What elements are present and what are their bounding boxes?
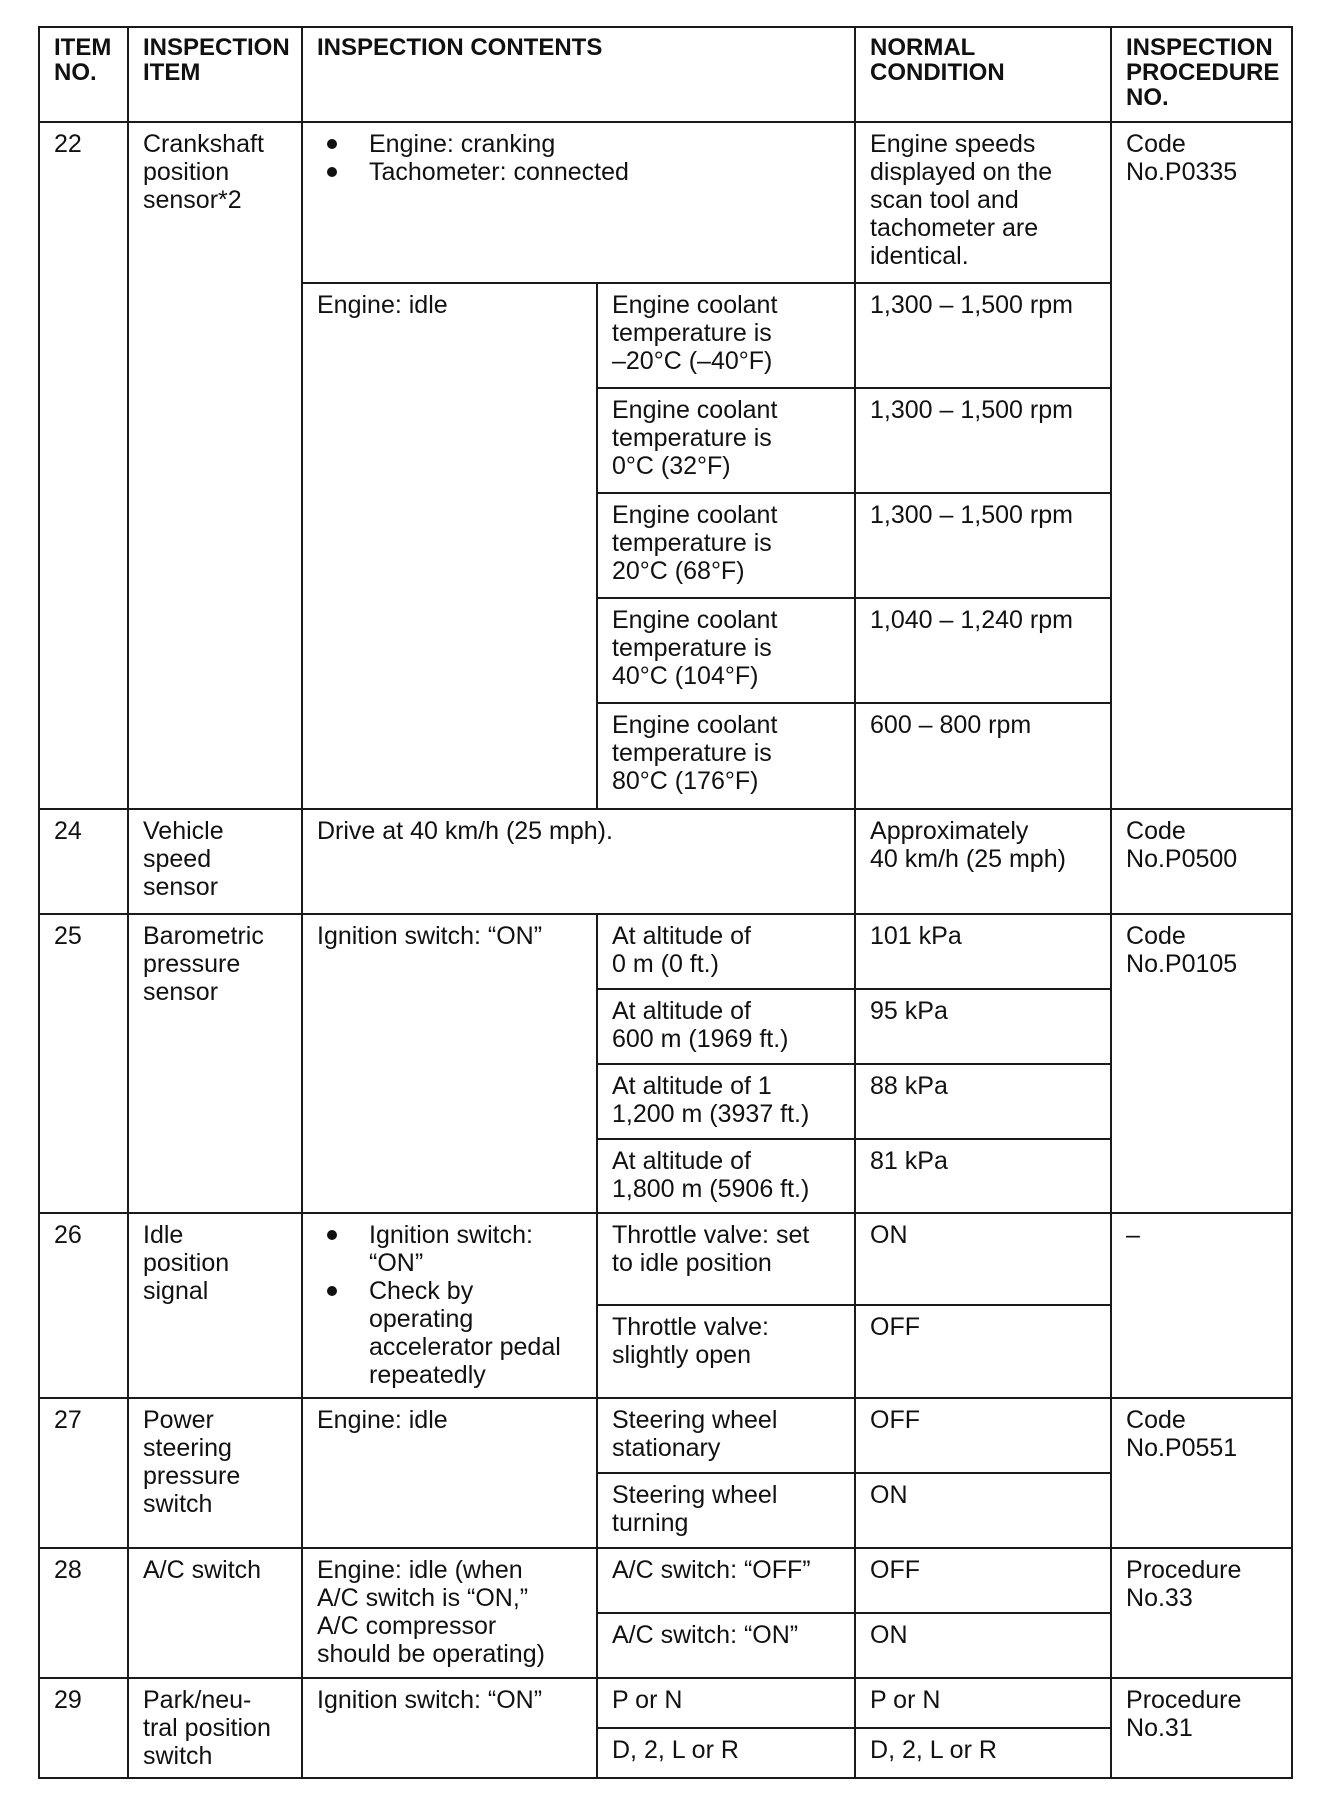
sub-condition-cell: A/C switch: “ON”: [597, 1613, 855, 1678]
inspection-table: [38, 26, 1293, 1779]
sub-condition-cell: Engine coolant temperature is 80°C (176°F): [597, 703, 855, 809]
inspection-contents-cell: Drive at 40 km/h (25 mph).: [302, 809, 855, 914]
procedure-cell: –: [1111, 1213, 1292, 1398]
item-no-cell: 28: [39, 1548, 128, 1678]
sub-condition-cell: At altitude of 1,800 m (5906 ft.): [597, 1139, 855, 1213]
inspection-item-cell: Power steering pressure switch: [128, 1398, 302, 1548]
normal-condition-cell: 95 kPa: [855, 989, 1111, 1064]
sub-condition-cell: Engine coolant temperature is 40°C (104°F): [597, 598, 855, 703]
procedure-cell: Code No.P0105: [1111, 914, 1292, 1213]
header-inspection-item: INSPECTION ITEM: [128, 27, 302, 122]
procedure-cell: Code No.P0335: [1111, 122, 1292, 809]
item-no-cell: 22: [39, 122, 128, 809]
bullet-list: [317, 130, 844, 186]
header-inspection-contents: INSPECTION CONTENTS: [302, 27, 855, 122]
sub-condition-cell: Steering wheel turning: [597, 1473, 855, 1548]
header-normal-condition: NORMAL CONDITION: [855, 27, 1111, 122]
inspection-item-cell: A/C switch: [128, 1548, 302, 1678]
item-no-cell: 26: [39, 1213, 128, 1398]
table-row: [39, 1548, 1292, 1613]
table-row: [39, 122, 1292, 283]
normal-condition-cell: 88 kPa: [855, 1064, 1111, 1139]
header-item-no: ITEM NO.: [39, 27, 128, 122]
sub-condition-cell: D, 2, L or R: [597, 1728, 855, 1778]
normal-condition-cell: 1,300 – 1,500 rpm: [855, 493, 1111, 598]
sub-condition-cell: P or N: [597, 1678, 855, 1728]
procedure-cell: Code No.P0500: [1111, 809, 1292, 914]
inspection-item-cell: Idle position signal: [128, 1213, 302, 1398]
normal-condition-cell: 101 kPa: [855, 914, 1111, 989]
normal-condition-cell: 1,300 – 1,500 rpm: [855, 283, 1111, 388]
normal-condition-cell: ON: [855, 1613, 1111, 1678]
normal-condition-cell: Engine speeds displayed on the scan tool and tachometer are identical.: [855, 122, 1111, 283]
bullet-item: Tachometer: connected: [317, 158, 844, 186]
normal-condition-cell: 1,300 – 1,500 rpm: [855, 388, 1111, 493]
normal-condition-cell: ON: [855, 1473, 1111, 1548]
normal-condition-cell: OFF: [855, 1398, 1111, 1473]
table-row: [39, 1213, 1292, 1305]
condition-cell: Engine: idle: [302, 283, 597, 809]
inspection-contents-cell: [302, 122, 855, 283]
sub-condition-cell: At altitude of 0 m (0 ft.): [597, 914, 855, 989]
normal-condition-cell: 1,040 – 1,240 rpm: [855, 598, 1111, 703]
table-row: [39, 914, 1292, 989]
sub-condition-cell: Engine coolant temperature is 0°C (32°F): [597, 388, 855, 493]
bullet-item: Ignition switch: “ON”: [317, 1221, 586, 1277]
item-no-cell: 25: [39, 914, 128, 1213]
sub-condition-cell: Engine coolant temperature is 20°C (68°F): [597, 493, 855, 598]
header-row: [39, 27, 1292, 122]
table-row: [39, 1678, 1292, 1728]
item-no-cell: 27: [39, 1398, 128, 1548]
condition-cell: Engine: idle (when A/C switch is “ON,” A/C compressor should be operating): [302, 1548, 597, 1678]
bullet-list: [317, 1221, 586, 1389]
normal-condition-cell: 81 kPa: [855, 1139, 1111, 1213]
inspection-item-cell: Crankshaft position sensor*2: [128, 122, 302, 809]
bullet-icon: [327, 167, 337, 177]
sub-condition-cell: Steering wheel stationary: [597, 1398, 855, 1473]
inspection-item-cell: Barometric pressure sensor: [128, 914, 302, 1213]
table-row: [39, 1398, 1292, 1473]
inspection-item-cell: Vehicle speed sensor: [128, 809, 302, 914]
sub-condition-cell: At altitude of 600 m (1969 ft.): [597, 989, 855, 1064]
condition-cell: Engine: idle: [302, 1398, 597, 1548]
bullet-icon: [327, 1230, 337, 1240]
sub-condition-cell: Throttle valve: set to idle position: [597, 1213, 855, 1305]
normal-condition-cell: OFF: [855, 1305, 1111, 1398]
header-procedure-no: INSPECTION PROCEDURE NO.: [1111, 27, 1292, 122]
item-no-cell: 24: [39, 809, 128, 914]
table-row: [39, 809, 1292, 914]
procedure-cell: Procedure No.33: [1111, 1548, 1292, 1678]
bullet-item: Check by operating accelerator pedal repeatedly: [317, 1277, 586, 1389]
bullet-icon: [327, 1286, 337, 1296]
normal-condition-cell: 600 – 800 rpm: [855, 703, 1111, 809]
condition-cell: Ignition switch: “ON”: [302, 914, 597, 1213]
procedure-cell: Code No.P0551: [1111, 1398, 1292, 1548]
inspection-item-cell: Park/neu- tral position switch: [128, 1678, 302, 1778]
condition-cell: Ignition switch: “ON”: [302, 1678, 597, 1778]
condition-cell: [302, 1213, 597, 1398]
procedure-cell: Procedure No.31: [1111, 1678, 1292, 1778]
item-no-cell: 29: [39, 1678, 128, 1778]
normal-condition-cell: Approximately 40 km/h (25 mph): [855, 809, 1111, 914]
normal-condition-cell: ON: [855, 1213, 1111, 1305]
sub-condition-cell: Engine coolant temperature is –20°C (–40°F): [597, 283, 855, 388]
normal-condition-cell: P or N: [855, 1678, 1111, 1728]
normal-condition-cell: D, 2, L or R: [855, 1728, 1111, 1778]
bullet-icon: [327, 139, 337, 149]
sub-condition-cell: At altitude of 1 1,200 m (3937 ft.): [597, 1064, 855, 1139]
sub-condition-cell: Throttle valve: slightly open: [597, 1305, 855, 1398]
bullet-item: Engine: cranking: [317, 130, 844, 158]
sub-condition-cell: A/C switch: “OFF”: [597, 1548, 855, 1613]
normal-condition-cell: OFF: [855, 1548, 1111, 1613]
